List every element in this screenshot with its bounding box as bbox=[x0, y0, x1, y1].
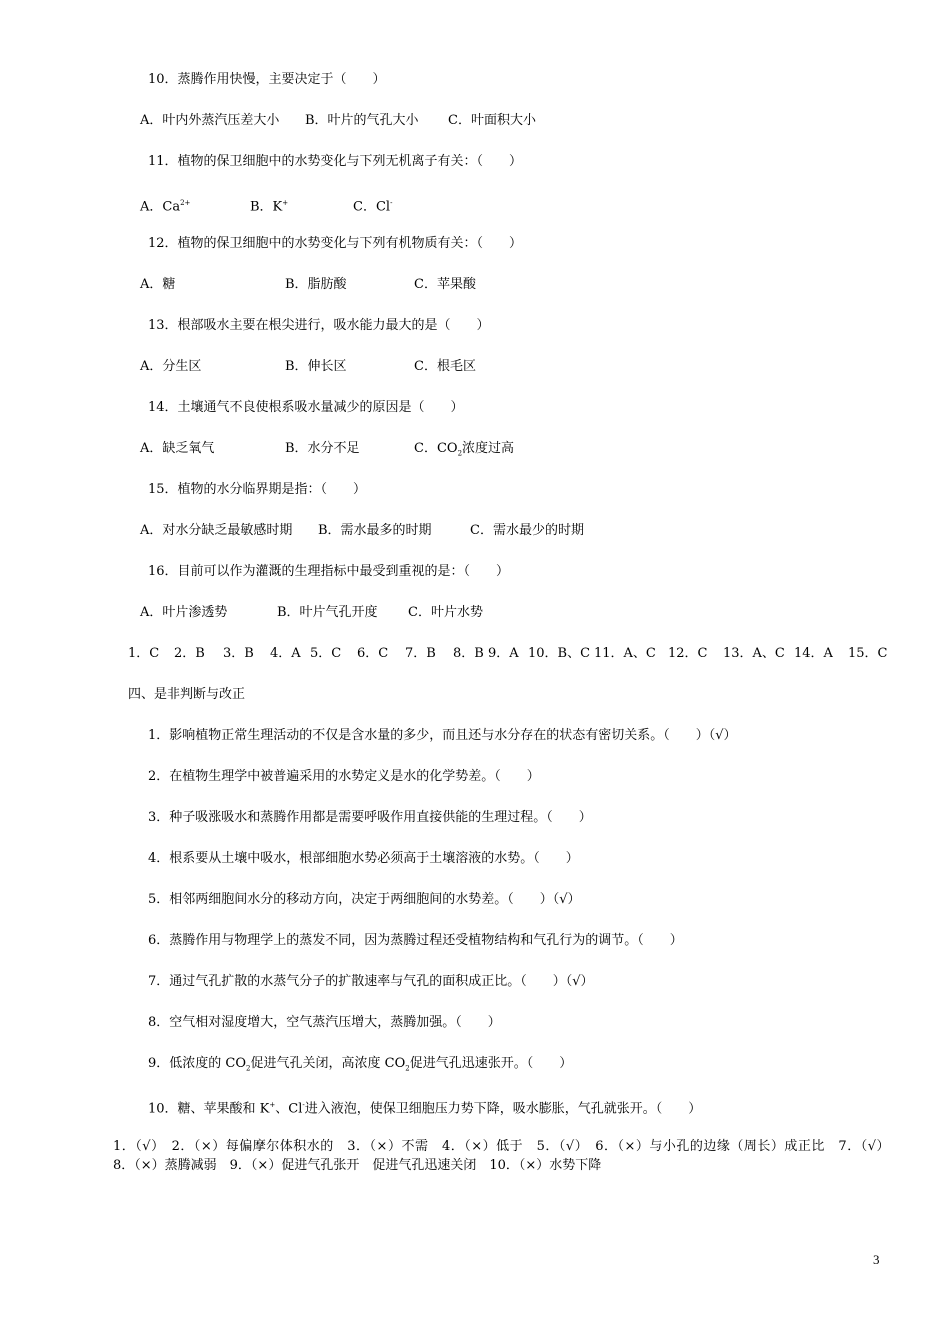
question-15: 15．植物的水分临界期是指：（ ） bbox=[148, 482, 367, 497]
statement-9 bbox=[148, 1055, 572, 1078]
statement-5: 5．相邻两细胞间水分的移动方向，决定于两细胞间的水势差。（ ）（√） bbox=[148, 892, 581, 907]
question-14: 14．土壤通气不良使根系吸水量减少的原因是（ ） bbox=[148, 400, 464, 415]
superscript: 2+ bbox=[180, 199, 191, 207]
option-b: B．伸长区 bbox=[285, 359, 347, 374]
answer-item: 6．C bbox=[357, 646, 389, 661]
option-c bbox=[414, 440, 514, 463]
option-c-text: C．CO bbox=[414, 441, 458, 456]
option-c: C．叶面积大小 bbox=[448, 113, 536, 128]
option-a: A．叶内外蒸汽压差大小 bbox=[140, 113, 280, 128]
answer-item: 3．B bbox=[223, 646, 254, 661]
superscript: + bbox=[269, 1101, 276, 1109]
subscript: 2 bbox=[246, 1064, 251, 1073]
option-b bbox=[250, 194, 288, 216]
option-a bbox=[140, 194, 190, 216]
answer-item: 11．A、C bbox=[594, 646, 656, 661]
option-c: C．苹果酸 bbox=[414, 277, 476, 292]
option-a: A．叶片渗透势 bbox=[140, 605, 228, 620]
question-10: 10．蒸腾作用快慢，主要决定于（ ） bbox=[148, 72, 386, 87]
answer-item: 7．B bbox=[405, 646, 436, 661]
option-b: B．脂肪酸 bbox=[285, 277, 347, 292]
statement-3: 3．种子吸涨吸水和蒸腾作用都是需要呼吸作用直接供能的生理过程。（ ） bbox=[148, 810, 592, 825]
statement-10-part-a: 10．糖、苹果酸和 K bbox=[148, 1101, 270, 1117]
statement-9-part-c: 促进气孔迅速张开。（ ） bbox=[409, 1056, 573, 1071]
option-a: A．糖 bbox=[140, 277, 176, 292]
option-b: B．叶片的气孔大小 bbox=[305, 113, 419, 128]
subscript: 2 bbox=[457, 449, 463, 458]
answer-item: 2．B bbox=[174, 646, 205, 661]
subscript: 2 bbox=[405, 1064, 410, 1073]
option-a-text: A．Ca bbox=[140, 199, 181, 215]
question-12: 12．植物的保卫细胞中的水势变化与下列有机物质有关：（ ） bbox=[148, 236, 523, 251]
statement-9-part-b: 促进气孔关闭，高浓度 CO bbox=[250, 1056, 406, 1071]
page-number: 3 bbox=[873, 1252, 880, 1267]
section-title: 四、是非判断与改正 bbox=[128, 687, 246, 702]
statement-10-part-c: 进入液泡，使保卫细胞压力势下降，吸水膨胀，气孔就张开。（ ） bbox=[304, 1101, 702, 1117]
superscript: - bbox=[302, 1101, 305, 1109]
option-c-text: C．Cl bbox=[353, 199, 391, 215]
option-c: C．需水最少的时期 bbox=[470, 523, 584, 538]
question-16: 16．目前可以作为灌溉的生理指标中最受到重视的是：（ ） bbox=[148, 564, 510, 579]
option-b: B．叶片气孔开度 bbox=[277, 605, 378, 620]
statement-9-part-a: 9．低浓度的 CO bbox=[148, 1056, 247, 1071]
statement-6: 6．蒸腾作用与物理学上的蒸发不同，因为蒸腾过程还受植物结构和气孔行为的调节。（ ） bbox=[148, 933, 683, 948]
option-a: A．缺乏氧气 bbox=[140, 441, 215, 456]
option-a: A．分生区 bbox=[140, 359, 202, 374]
superscript: + bbox=[282, 199, 289, 207]
answer-item: 10．B、C bbox=[528, 646, 591, 661]
option-b-text: B．K bbox=[250, 199, 283, 215]
choice-answers bbox=[128, 645, 888, 663]
answer-item: 8．B 9．A bbox=[453, 646, 519, 661]
question-11: 11．植物的保卫细胞中的水势变化与下列无机离子有关：（ ） bbox=[148, 154, 523, 169]
answer-item: 5．C bbox=[310, 646, 342, 661]
answer-item: 1．C bbox=[128, 646, 160, 661]
question-13: 13．根部吸水主要在根尖进行，吸水能力最大的是（ ） bbox=[148, 318, 490, 333]
option-b: B．需水最多的时期 bbox=[318, 523, 432, 538]
statement-8: 8．空气相对湿度增大，空气蒸汽压增大，蒸腾加强。（ ） bbox=[148, 1015, 501, 1030]
option-c: C．根毛区 bbox=[414, 359, 476, 374]
statement-2: 2．在植物生理学中被普遍采用的水势定义是水的化学势差。（ ） bbox=[148, 769, 540, 784]
option-b: B．水分不足 bbox=[285, 441, 360, 456]
option-c: C．叶片水势 bbox=[408, 605, 483, 620]
answer-item: 15．C bbox=[848, 646, 888, 661]
superscript: - bbox=[390, 199, 393, 207]
answer-item: 12．C bbox=[668, 646, 708, 661]
answer-item: 4．A bbox=[270, 646, 301, 661]
statement-7: 7．通过气孔扩散的水蒸气分子的扩散速率与气孔的面积成正比。（ ）（√） bbox=[148, 974, 594, 989]
option-c-tail: 浓度过高 bbox=[462, 441, 515, 456]
option-a: A．对水分缺乏最敏感时期 bbox=[140, 523, 293, 538]
statement-10-part-b: 、Cl bbox=[275, 1101, 303, 1117]
judgement-answers: 1．（√） 2．（×）每偏摩尔体积水的 3．（×）不需 4．（×）低于 5．（√） 6．（×）与小孔的边缘（周长）成正比 7．（√） 8．（×）蒸腾减弱 9．（×）促进气孔张开 促进气孔迅速关闭 10．（×）水势下降 bbox=[113, 1139, 897, 1173]
statement-4: 4．根系要从土壤中吸水，根部细胞水势必须高于土壤溶液的水势。（ ） bbox=[148, 851, 579, 866]
answer-item: 14．A bbox=[794, 646, 833, 661]
option-c bbox=[353, 194, 392, 216]
answer-item: 13．A、C bbox=[723, 646, 785, 661]
statement-1: 1．影响植物正常生理活动的不仅是含水量的多少，而且还与水分存在的状态有密切关系。（ ）（√） bbox=[148, 728, 737, 743]
statement-10 bbox=[148, 1096, 701, 1118]
